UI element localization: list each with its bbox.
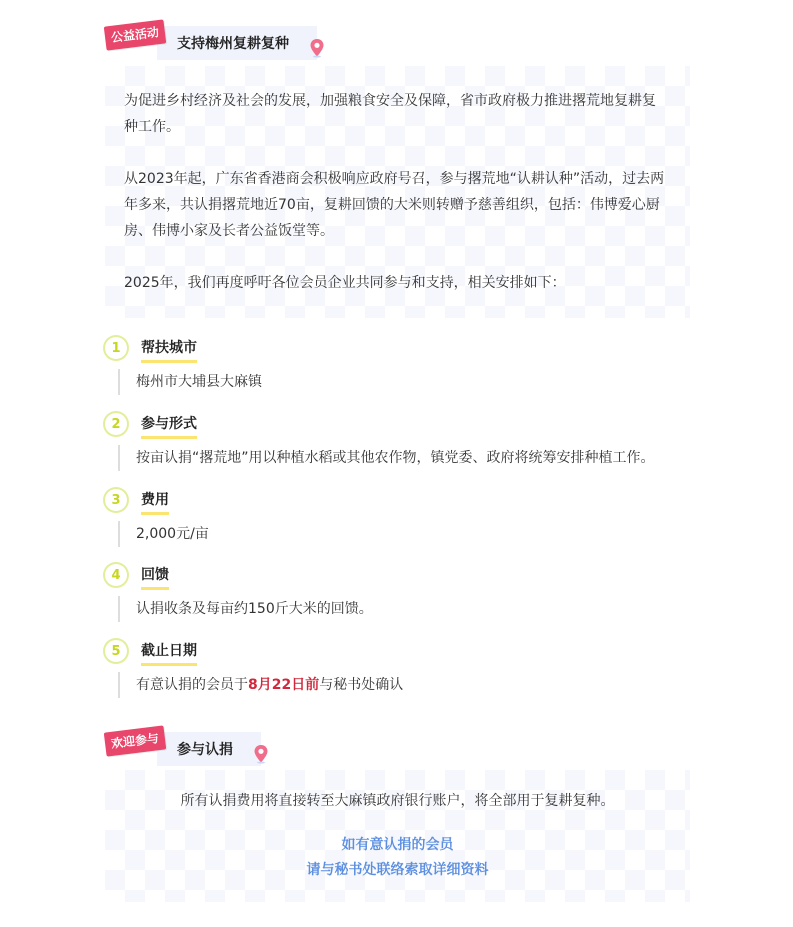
section-title: 参与认捐	[177, 742, 233, 758]
deadline-text-before: 有意认捐的会员于	[136, 677, 248, 693]
intro-paragraph-3: 2025年，我们再度呼吁各位会员企业共同参与和支持，相关安排如下：	[124, 275, 566, 291]
item-text-reward: 认捐收条及每亩约150斤大米的回馈。	[136, 601, 373, 617]
item-title-fee: 费用	[141, 491, 169, 515]
item-text-form: 按亩认捐“撂荒地”用以种植水稻或其他农作物，镇党委、政府将统筹安排种植工作。	[136, 450, 655, 466]
item-bar	[118, 369, 120, 395]
cta-line-1: 如有意认捐的会员	[341, 837, 454, 853]
section-title-box	[157, 26, 317, 60]
item-title-deadline: 截止日期	[141, 642, 197, 666]
cta-line-2: 请与秘书处联络索取详细资料	[306, 862, 489, 878]
item-number-4: 4	[105, 564, 127, 586]
item-text-fee: 2,000元/亩	[136, 526, 209, 542]
item-bar	[118, 445, 120, 471]
deadline-text-after: 与秘书处确认	[319, 677, 404, 693]
intro-paragraph-2: 从2023年起，广东省香港商会积极响应政府号召，参与撂荒地“认耕认种”活动，过去两年多来，共认捐撂荒地近70亩，复耕回馈的大米则转赠予慈善组织，包括：伟博爱心厨房、伟博小家及长者公益饭堂等。	[124, 171, 665, 239]
item-bar	[118, 672, 120, 698]
item-bar	[118, 596, 120, 622]
item-text-deadline	[136, 675, 403, 695]
item-title-reward: 回馈	[141, 566, 169, 590]
item-number-3: 3	[105, 489, 127, 511]
item-text-city: 梅州市大埔县大麻镇	[136, 374, 262, 390]
intro-paragraph-1: 为促进乡村经济及社会的发展，加强粮食安全及保障，省市政府极力推进撂荒地复耕复种工作。	[124, 93, 656, 135]
item-number-5: 5	[105, 640, 127, 662]
donation-notice: 所有认捐费用将直接转至大麻镇政府银行账户，将全部用于复耕复种。	[180, 793, 615, 809]
section-header-participate	[105, 732, 305, 772]
item-number-2: 2	[105, 413, 127, 435]
activity-tag: 公益活动	[104, 19, 166, 50]
section-title-box	[157, 732, 261, 766]
location-pin-icon	[309, 38, 325, 58]
item-bar	[118, 521, 120, 547]
item-number-1: 1	[105, 337, 127, 359]
location-pin-icon	[253, 744, 269, 764]
deadline-date-highlight: 8月22日前	[248, 677, 320, 693]
section-header-activity	[105, 26, 365, 66]
section-title: 支持梅州复耕复种	[177, 36, 289, 52]
item-title-form: 参与形式	[141, 415, 197, 439]
item-title-city: 帮扶城市	[141, 339, 197, 363]
welcome-tag: 欢迎参与	[104, 725, 166, 756]
